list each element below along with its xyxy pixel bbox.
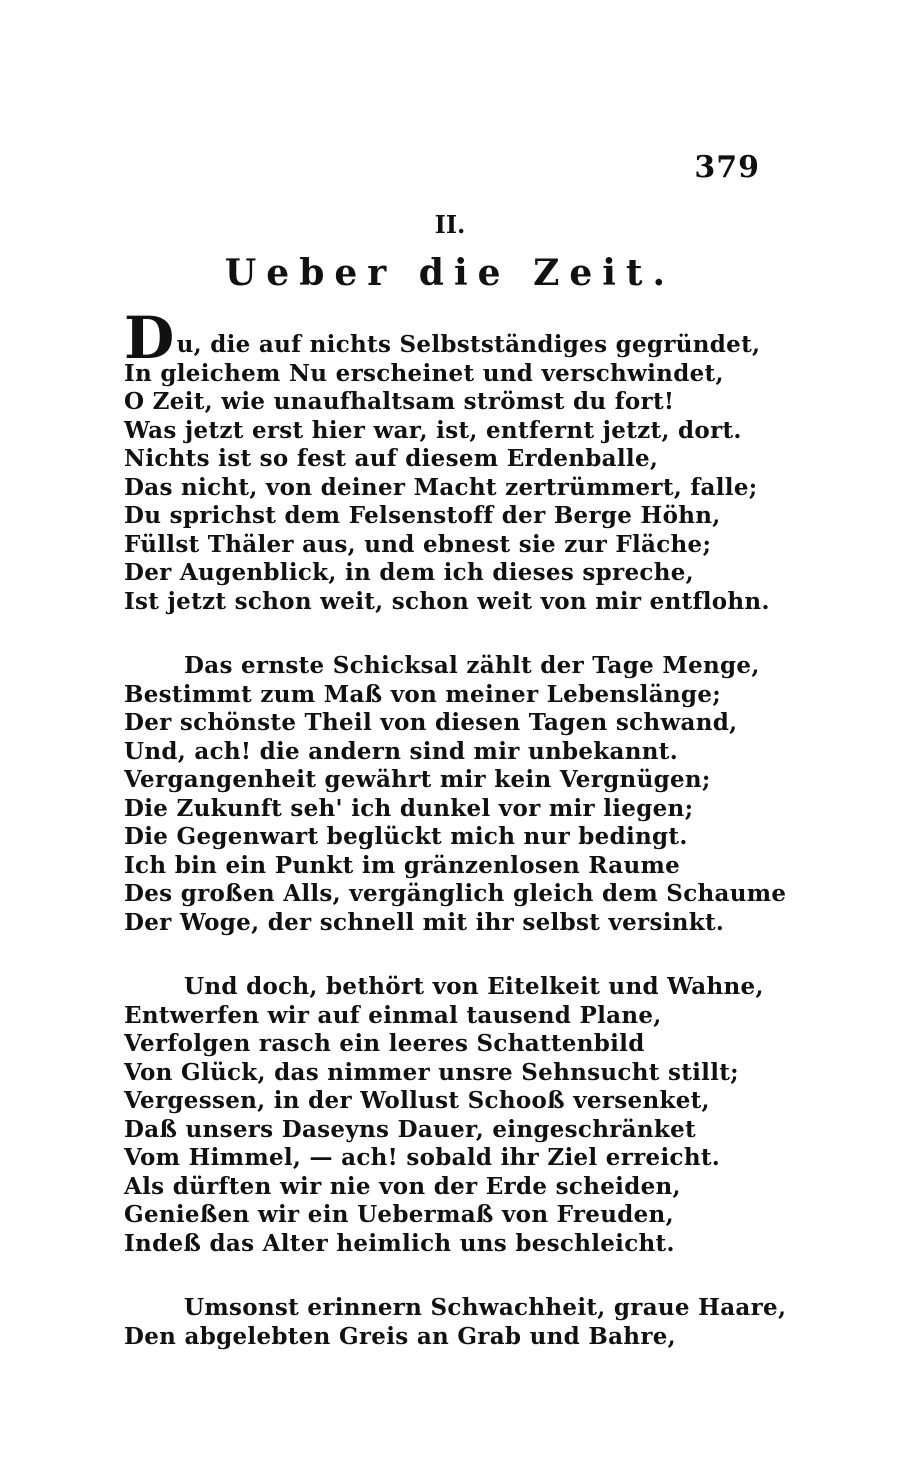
poem-line: Den abgelebten Greis an Grab und Bahre, [124,1322,676,1350]
first-line-text: u, die auf nichts Selbstständiges gegründet, [176,331,761,358]
drop-cap: D [124,304,175,372]
poem-line: Das ernste Schicksal zählt der Tage Menge, [184,652,760,679]
poem-line: Der Woge, der schnell mit ihr selbst versinkt. [124,908,725,936]
stanza-1 [124,304,770,616]
poem-line: Verfolgen rasch ein leeres Schattenbild [124,1030,645,1057]
poem-line: Der Augenblick, in dem ich dieses spreche, [124,559,694,586]
poem-line: Die Gegenwart beglückt mich nur bedingt. [124,823,688,850]
stanza-2 [124,652,787,937]
poem-line: Vergessen, in der Wollust Schooß versenket, [124,1087,710,1114]
poem-line: Ist jetzt schon weit, schon weit von mir entflohn. [124,587,770,615]
poem-line: Was jetzt erst hier war, ist, entfernt jetzt, dort. [124,416,742,444]
poem-title: Ueber die Zeit. [224,252,676,294]
poem-line: Nichts ist so fest auf diesem Erdenballe, [124,445,659,472]
poem-line: In gleichem Nu erscheinet und verschwindet, [124,359,724,387]
poem-line: Indeß das Alter heimlich uns beschleicht. [124,1229,675,1257]
poem-line: Entwerfen wir auf einmal tausend Plane, [124,1001,662,1029]
poem-body [124,304,787,1387]
poem-line: Das nicht, von deiner Macht zertrümmert, falle; [124,473,758,501]
stanza-3 [124,973,764,1258]
poem-line: Und, ach! die andern sind mir unbekannt. [124,737,679,765]
poem-line: Und doch, bethört von Eitelkeit und Wahne, [184,973,764,1000]
poem-line: Füllst Thäler aus, und ebnest sie zur Fläche; [124,530,712,558]
page-number: 379 [694,150,760,185]
poem-line: Genießen wir ein Uebermaß von Freuden, [124,1201,674,1228]
poem-line: Als dürften wir nie von der Erde scheiden, [124,1172,681,1200]
poem-line: Vom Himmel, — ach! sobald ihr Ziel erreicht. [124,1144,721,1171]
poem-line: Ich bin ein Punkt im gränzenlosen Raume [124,851,681,879]
poem-line: Die Zukunft seh' ich dunkel vor mir liegen; [124,794,694,822]
poem-line: Der schönste Theil von diesen Tagen schwand, [124,709,738,736]
poem-line: Umsonst erinnern Schwachheit, graue Haare, [184,1294,787,1321]
section-number: II. [434,210,466,239]
poem-line: Von Glück, das nimmer unsre Sehnsucht stillt; [124,1058,739,1086]
poem-line: Bestimmt zum Maß von meiner Lebenslänge; [124,680,722,708]
poem-line: Des großen Alls, vergänglich gleich dem Schaume [124,880,787,907]
poem-line: Du sprichst dem Felsenstoff der Berge Höhn, [124,502,721,529]
poem-line: Daß unsers Daseyns Dauer, eingeschränket [124,1115,696,1143]
poem-line: O Zeit, wie unaufhaltsam strömst du fort! [124,388,675,415]
poem-line [124,304,764,372]
stanza-4 [124,1294,787,1351]
poem-line: Vergangenheit gewährt mir kein Vergnügen; [124,766,711,793]
